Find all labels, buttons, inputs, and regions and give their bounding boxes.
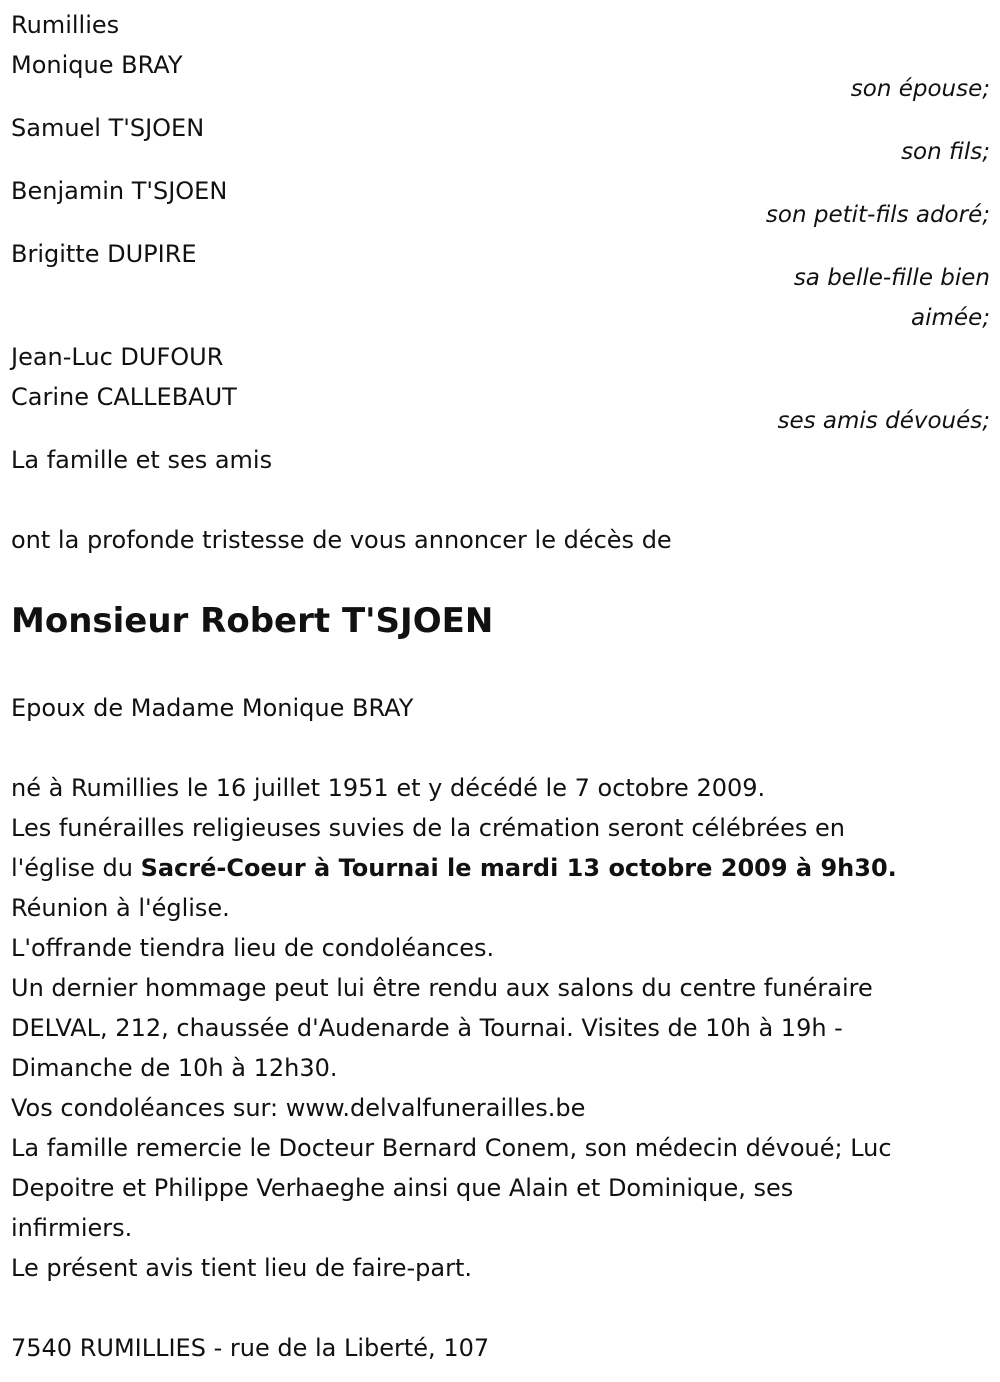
body-line: Dimanche de 10h à 12h30. (11, 1054, 338, 1082)
family-member-role: sa belle-fille bien (793, 265, 990, 291)
family-member-name: Benjamin T'SJOEN (11, 177, 228, 205)
family-member-role: son petit-fils adoré; (765, 202, 990, 228)
body-line: Réunion à l'église. (11, 894, 230, 922)
family-member-role: ses amis dévoués; (777, 408, 990, 434)
family-member-role: son épouse; (850, 76, 990, 102)
condolences-line: Vos condoléances sur: www.delvalfunerailles.be (11, 1094, 586, 1122)
ceremony-prefix: l'église du (11, 854, 141, 882)
body-line: La famille remercie le Docteur Bernard Conem, son médecin dévoué; Luc (11, 1134, 892, 1162)
body-line: Les funérailles religieuses suvies de la crémation seront célébrées en (11, 814, 845, 842)
body-line: DELVAL, 212, chaussée d'Audenarde à Tournai. Visites de 10h à 19h - (11, 1014, 843, 1042)
body-line: L'offrande tiendra lieu de condoléances. (11, 934, 495, 962)
ceremony-line (11, 853, 897, 883)
body-line: né à Rumillies le 16 juillet 1951 et y décédé le 7 octobre 2009. (11, 774, 766, 802)
family-member-name: Monique BRAY (11, 51, 183, 79)
family-closing: La famille et ses amis (11, 446, 273, 474)
family-member-name: Carine CALLEBAUT (11, 383, 237, 411)
body-line: Un dernier hommage peut lui être rendu aux salons du centre funéraire (11, 974, 873, 1002)
body-line: Le présent avis tient lieu de faire-part. (11, 1254, 473, 1282)
ceremony-details: Sacré-Coeur à Tournai le mardi 13 octobre 2009 à 9h30. (140, 854, 897, 882)
family-member-name: Jean-Luc DUFOUR (11, 343, 224, 371)
family-place: Rumillies (11, 11, 120, 39)
deceased-name: Monsieur Robert T'SJOEN (11, 601, 494, 641)
body-line: Depoitre et Philippe Verhaeghe ainsi que Alain et Dominique, ses (11, 1174, 794, 1202)
family-member-role: son fils; (901, 139, 990, 165)
family-member-role: aimée; (911, 305, 990, 331)
address-line: 7540 RUMILLIES - rue de la Liberté, 107 (11, 1334, 490, 1362)
spouse-line: Epoux de Madame Monique BRAY (11, 694, 414, 722)
body-line: infirmiers. (11, 1214, 133, 1242)
family-member-name: Samuel T'SJOEN (11, 114, 205, 142)
family-member-name: Brigitte DUPIRE (11, 240, 197, 268)
announcement-text: ont la profonde tristesse de vous annoncer le décès de (11, 526, 672, 554)
